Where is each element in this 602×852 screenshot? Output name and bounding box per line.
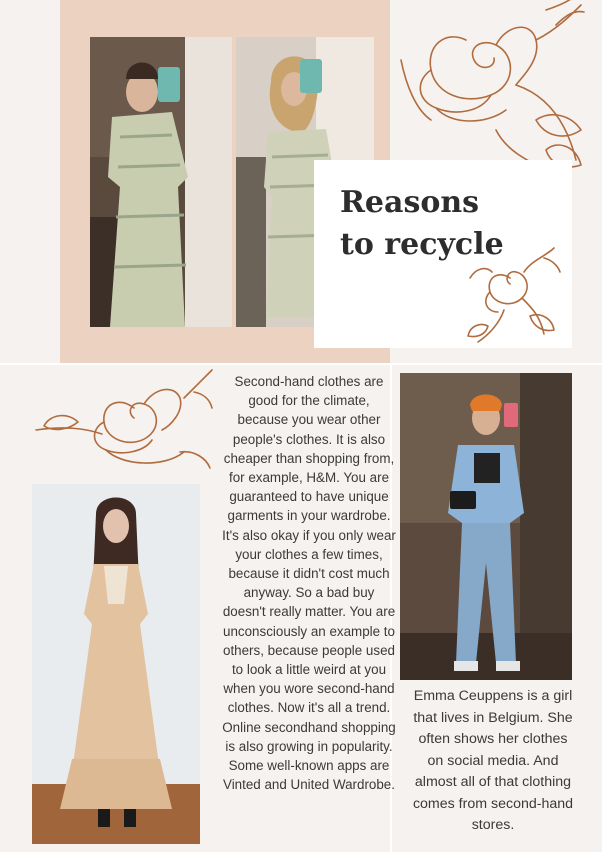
rose-outline-illustration-icon <box>34 368 214 476</box>
photo-plaid-dress-front <box>90 37 232 327</box>
title-card <box>314 160 572 348</box>
photo-floral-maxi-dress <box>32 484 200 844</box>
page-title: Reasons to recycle <box>340 185 504 262</box>
rose-sprig-illustration-icon <box>460 238 570 348</box>
body-text: Second-hand clothes are good for the climate, because you wear other people's clothes. It is also cheaper than shopping from, for example, H&M. You are guaranteed to have unique garments in your wardrobe. It's also okay if you only wear your clothes a few times, because it didn't cost much anyway. So a bad buy doesn't really matter. You are unconsciously an example to others, because people used to look a little weird at you when you wore second-hand clothes. Now it's all a trend. Online secondhand shopping is also growing in popularity. Some well-known apps are Vinted and United Wardrobe. <box>222 374 396 793</box>
photo-caption: Emma Ceuppens is a girl that lives in Belgium. She often shows her clothes on social media. And almost all of that clothing comes from second-hand stores. <box>412 688 574 833</box>
photo-emma-ceuppens-outfit <box>400 373 572 680</box>
horizontal-divider <box>0 363 602 365</box>
